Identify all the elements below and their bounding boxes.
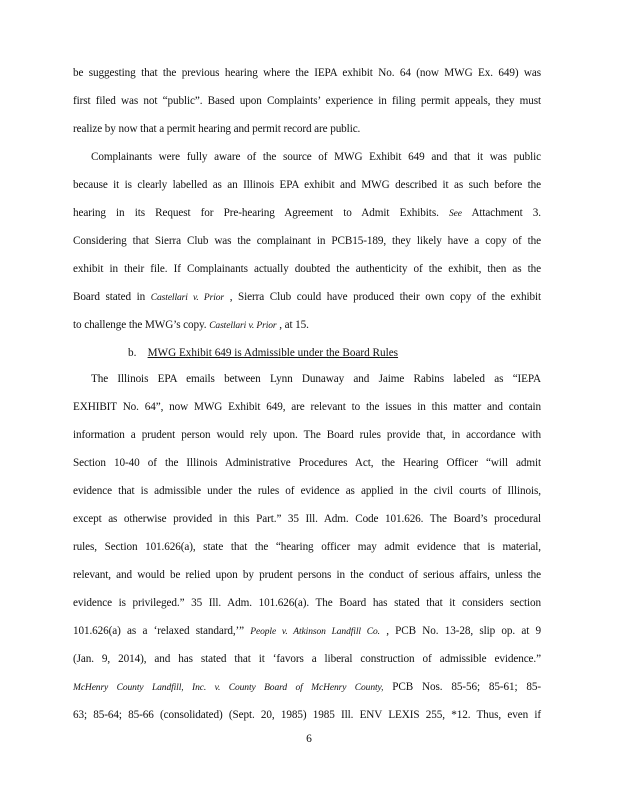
body-text-line: relevant, and would be relied upon by prudent persons in the conduct of serious affairs, unless the: [73, 569, 541, 581]
body-text-line: [73, 680, 541, 695]
body-text-line: rules, Section 101.626(a), state that the “hearing officer may admit evidence that is material,: [73, 541, 541, 553]
body-text-line: information a prudent person would rely upon. The Board rules provide that, in accordance with: [73, 429, 541, 441]
body-text-line: 63; 85-64; 85-66 (consolidated) (Sept. 20, 1985) 1985 Ill. ENV LEXIS 255, *12. Thus, even if: [73, 709, 541, 721]
text-segment: Board stated in: [73, 291, 146, 303]
case-citation: Castellari v. Prior: [150, 293, 225, 303]
body-text-line: Complainants were fully aware of the source of MWG Exhibit 649 and that it was public: [91, 151, 541, 163]
case-citation: McHenry County Landfill, Inc. v. County Board of McHenry County,: [73, 683, 384, 693]
body-text-line: evidence is privileged.” 35 Ill. Adm. 101.626(a). The Board has stated that it considers section: [73, 597, 541, 609]
case-citation: Castellari v. Prior: [209, 321, 277, 331]
body-text-line: because it is clearly labelled as an Illinois EPA exhibit and MWG described it as such before the: [73, 179, 541, 191]
heading-label: b.: [128, 347, 137, 359]
text-segment: , Sierra Club could have produced their own copy of the exhibit: [229, 291, 542, 303]
heading-title: MWG Exhibit 649 is Admissible under the Board Rules: [147, 347, 399, 359]
text-segment: 101.626(a) as a ‘relaxed standard,’”: [73, 625, 245, 637]
body-text-line: Considering that Sierra Club was the complainant in PCB15-189, they likely have a copy of the: [73, 235, 541, 247]
page-number: 6: [306, 733, 312, 745]
text-segment: hearing in its Request for Pre-hearing Agreement to Admit Exhibits.: [73, 207, 439, 219]
body-text-line: [73, 624, 541, 639]
body-text-line: realize by now that a permit hearing and permit record are public.: [73, 123, 361, 135]
text-segment: , PCB No. 13-28, slip op. at 9: [386, 625, 541, 637]
text-segment: PCB Nos. 85-56; 85-61; 85-: [392, 681, 542, 693]
case-citation: People v. Atkinson Landfill Co.: [250, 627, 380, 637]
section-heading: [128, 346, 398, 360]
body-text-line: (Jan. 9, 2014), and has stated that it ‘favors a liberal construction of admissible evidence.”: [73, 653, 541, 665]
body-text-line: be suggesting that the previous hearing where the IEPA exhibit No. 64 (now MWG Ex. 649) was: [73, 67, 541, 79]
body-text-line: [73, 290, 541, 305]
body-text-line: The Illinois EPA emails between Lynn Dunaway and Jaime Rabins labeled as “IEPA: [91, 373, 541, 385]
body-text-line: exhibit in their file. If Complainants actually doubted the authenticity of the exhibit, then as the: [73, 263, 541, 275]
body-text-line: except as otherwise provided in this Part.” 35 Ill. Adm. Code 101.626. The Board’s procedural: [73, 513, 541, 525]
body-text-line: first filed was not “public”. Based upon Complaints’ experience in filing permit appeals, they must: [73, 95, 541, 107]
text-segment: Attachment 3.: [471, 207, 541, 219]
body-text-line: [73, 318, 541, 333]
body-text-line: EXHIBIT No. 64”, now MWG Exhibit 649, are relevant to the issues in this matter and contain: [73, 401, 541, 413]
citation-signal: See: [448, 209, 462, 219]
body-text-line: evidence that is admissible under the rules of evidence as applied in the civil courts of Illinois,: [73, 485, 541, 497]
body-text-line: [73, 206, 541, 221]
body-text-line: Section 10-40 of the Illinois Administrative Procedures Act, the Hearing Officer “will admit: [73, 457, 541, 469]
text-segment: , at 15.: [279, 319, 309, 331]
text-segment: to challenge the MWG’s copy.: [73, 319, 207, 331]
